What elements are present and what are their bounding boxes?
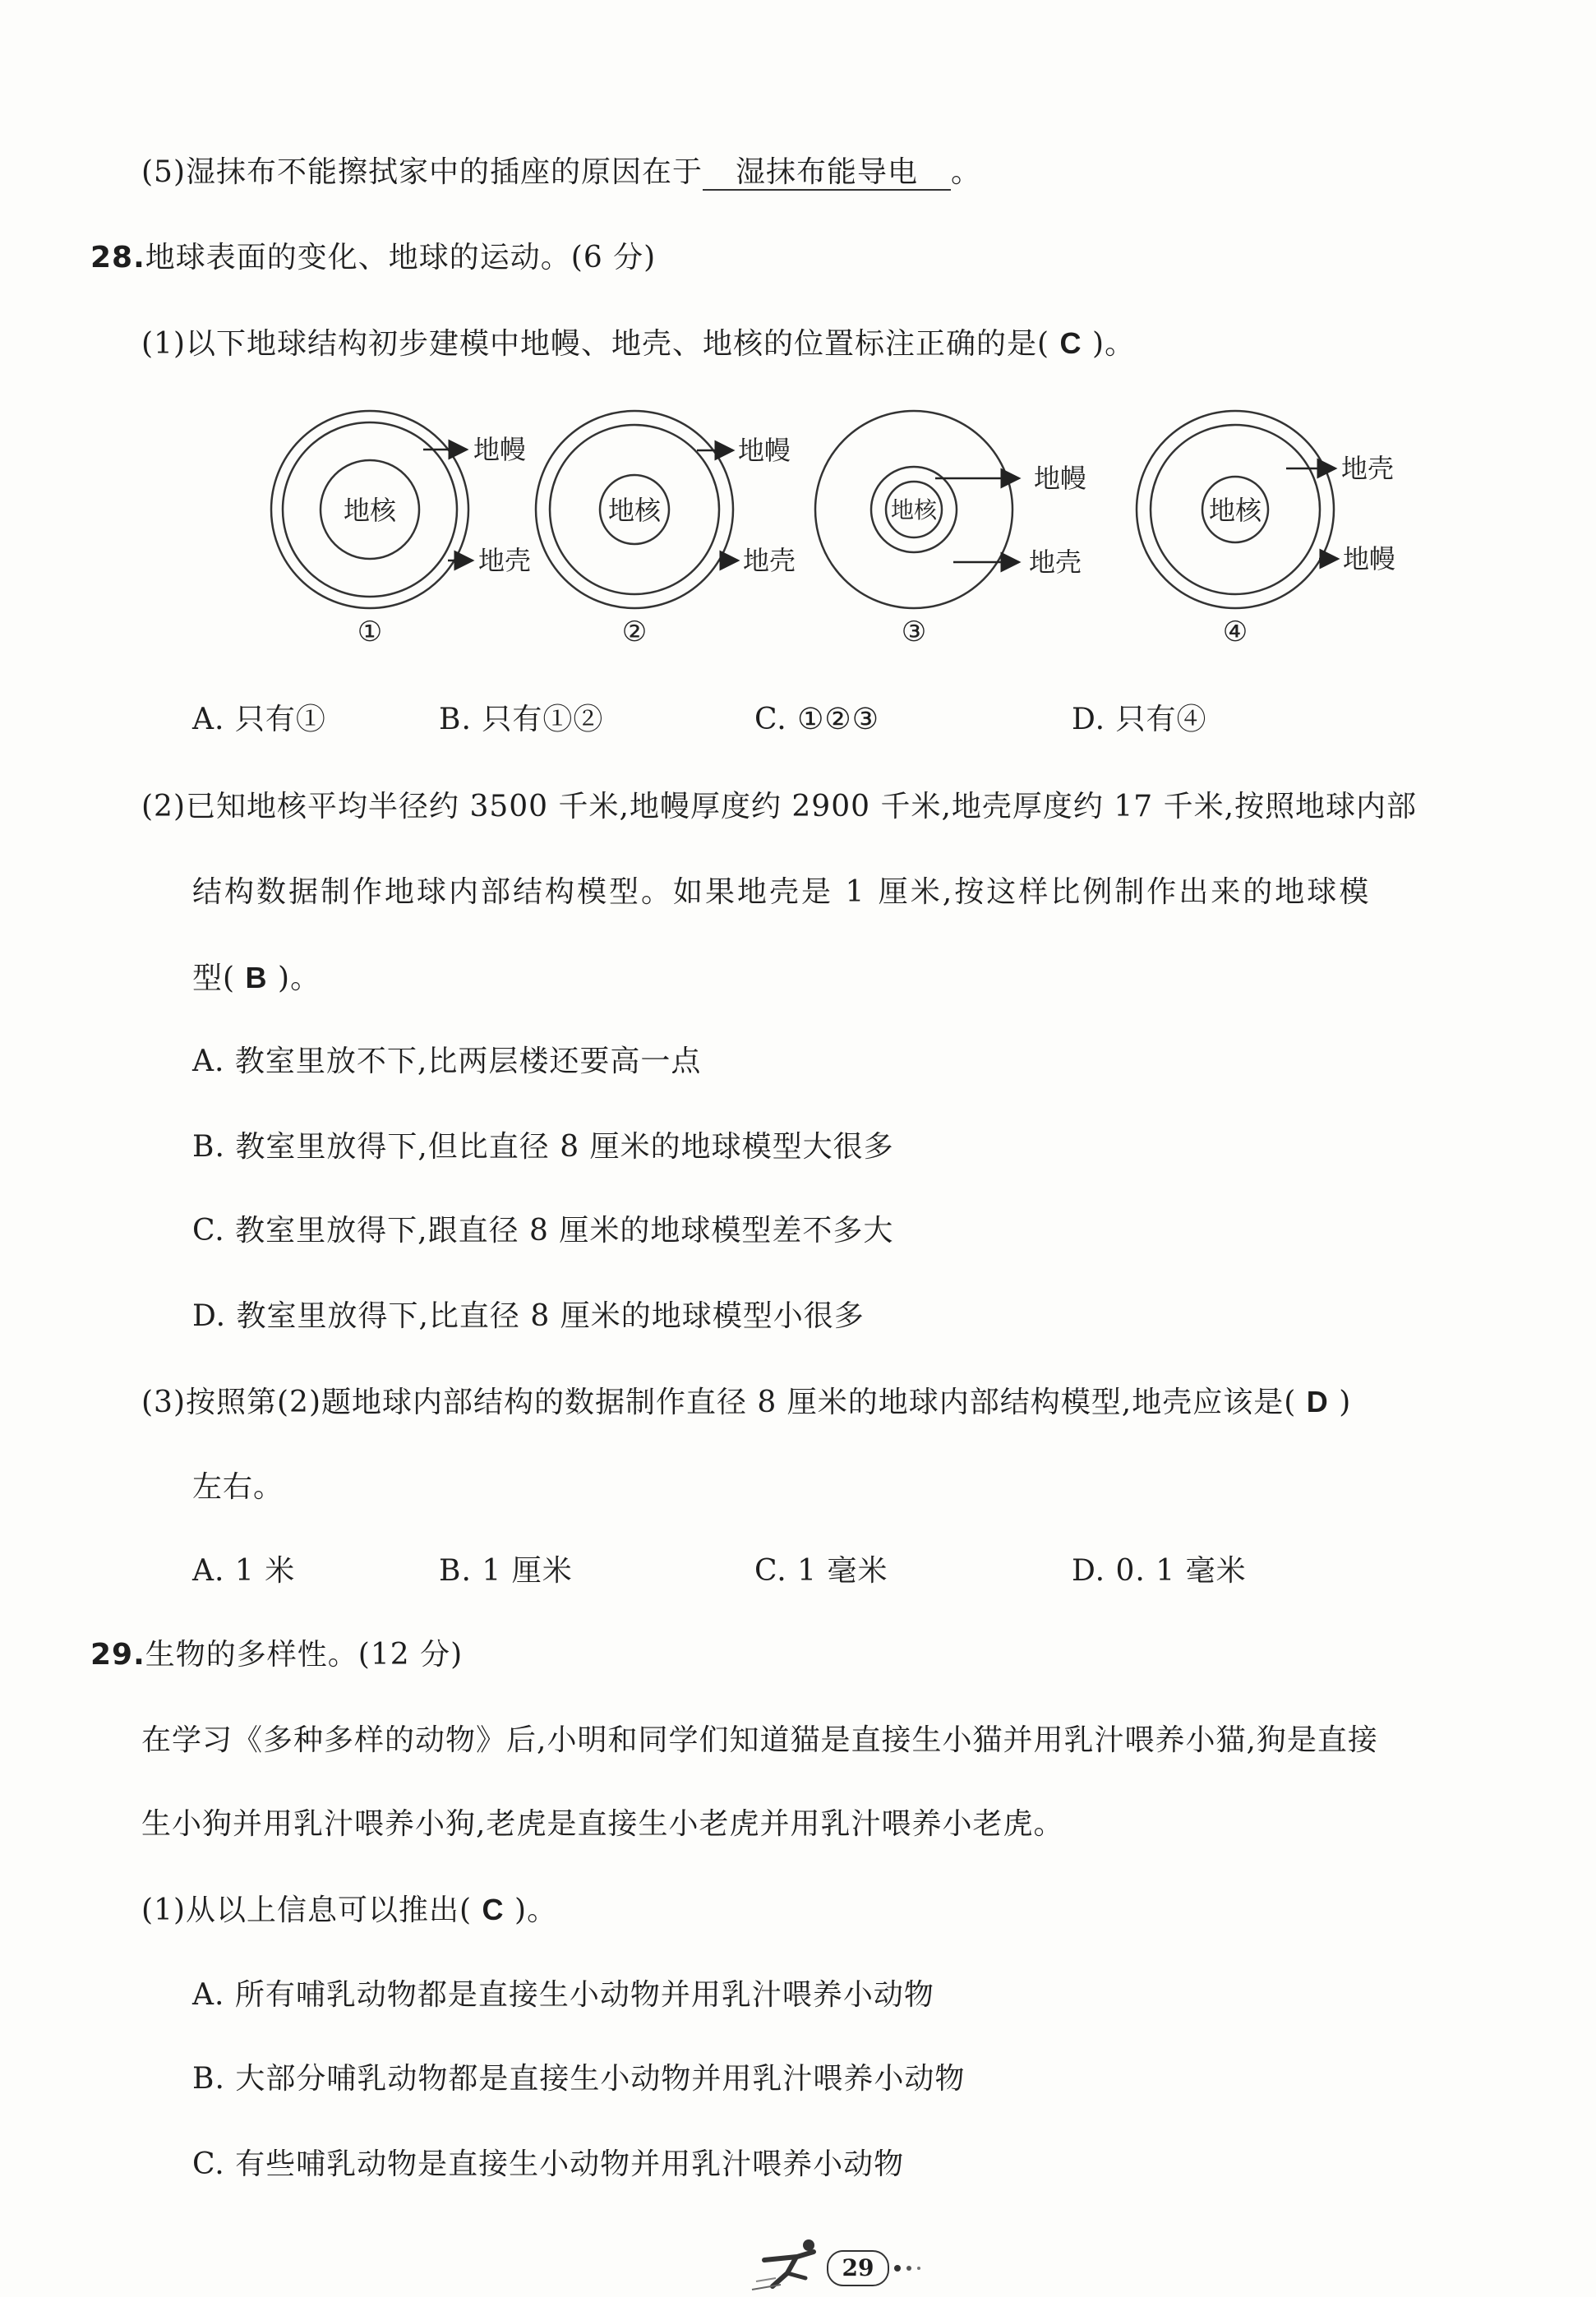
q28-part2-line3 — [192, 958, 321, 999]
q29-part1-option-c: C. 有些哺乳动物是直接生小动物并用乳汁喂养小动物 — [192, 2147, 905, 2181]
diagram-1-core-label: 地核 — [343, 495, 397, 526]
diagram-1-bottom-label: 地壳 — [478, 545, 532, 576]
diagram-2-top-label: 地幔 — [738, 435, 791, 466]
q28-part2-text: 型( — [192, 962, 236, 995]
q28-part3-line1 — [141, 1382, 1351, 1423]
q28-part3-text-end: ) — [1339, 1386, 1352, 1419]
q28-part1-text-end: )。 — [1092, 327, 1136, 361]
q27-part5-line — [141, 153, 981, 192]
diagram-2 — [536, 411, 796, 648]
diagram-3 — [815, 411, 1086, 648]
diagram-4 — [1137, 411, 1395, 648]
q28-part2-line1: (2)已知地核平均半径约 3500 千米,地幔厚度约 2900 千米,地壳厚度约 17 千米,按照地球内部 — [141, 790, 1418, 823]
diagram-3-top-label: 地幔 — [1034, 463, 1087, 494]
earth-structure-diagrams — [247, 394, 1438, 674]
q28-part2-answer: B — [245, 961, 268, 994]
diagram-1 — [271, 411, 531, 648]
running-figure-icon — [748, 2235, 830, 2295]
q29-part1-question — [141, 1890, 557, 1930]
q28-part3-option-d: D. 0. 1 毫米 — [1072, 1554, 1247, 1588]
q27-part5-text: (5)湿抹布不能擦拭家中的插座的原因在于 — [141, 155, 703, 189]
diagram-3-core-label: 地核 — [890, 496, 938, 524]
q29-part1-option-a: A. 所有哺乳动物都是直接生小动物并用乳汁喂养小动物 — [192, 1978, 934, 2012]
q28-part3-option-a: A. 1 米 — [192, 1554, 296, 1588]
q28-part1-answer: C — [1059, 326, 1082, 360]
q28-part3-option-c: C. 1 毫米 — [754, 1554, 888, 1588]
q28-part2-line2: 结构数据制作地球内部结构模型。如果地壳是 1 厘米,按这样比例制作出来的地球模 — [192, 875, 1372, 909]
q28-part3-line2: 左右。 — [192, 1470, 284, 1504]
diagram-1-top-label: 地幔 — [473, 434, 527, 465]
q29-heading — [90, 1635, 463, 1675]
q28-part2-option-a: A. 教室里放不下,比两层楼还要高一点 — [192, 1045, 702, 1078]
q28-number: 28. — [90, 241, 145, 274]
q28-part3-text: (3)按照第(2)题地球内部结构的数据制作直径 8 厘米的地球内部结构模型,地壳应该是( — [141, 1386, 1297, 1419]
q28-part1-option-c: C. ①②③ — [754, 703, 879, 736]
diagram-4-number: ④ — [1222, 616, 1248, 648]
q29-part1-answer: C — [482, 1893, 505, 1926]
diagram-4-core-label: 地核 — [1208, 495, 1262, 526]
diagram-4-top-label: 地壳 — [1341, 453, 1395, 484]
diagram-3-bottom-label: 地壳 — [1029, 547, 1082, 578]
q28-part1-option-b: B. 只有①② — [439, 703, 604, 736]
diagram-1-number: ① — [357, 616, 383, 648]
q27-part5-answer: 湿抹布能导电 — [703, 156, 951, 191]
q27-part5-end: 。 — [951, 155, 982, 189]
q28-part3-option-b: B. 1 厘米 — [439, 1554, 573, 1588]
diagram-2-core-label: 地核 — [607, 495, 662, 526]
diagram-2-number: ② — [621, 616, 648, 648]
footer-dots-icon — [893, 2262, 925, 2275]
q29-part1-text: (1)从以上信息可以推出( — [141, 1893, 473, 1927]
q29-part1-text-end: )。 — [514, 1893, 558, 1927]
diagram-3-number: ③ — [901, 616, 927, 648]
q28-part2-option-b: B. 教室里放得下,但比直径 8 厘米的地球模型大很多 — [192, 1130, 894, 1164]
diagram-4-bottom-label: 地幔 — [1343, 543, 1396, 574]
q28-part1-question — [141, 324, 1135, 364]
page-number: 29 — [827, 2250, 889, 2286]
q28-part3-answer: D — [1306, 1385, 1329, 1418]
q28-part2-text-end: )。 — [278, 962, 321, 995]
q28-part1-option-d: D. 只有④ — [1072, 703, 1207, 736]
q28-heading — [90, 238, 656, 278]
q28-part1-option-a: A. 只有① — [192, 703, 326, 736]
q28-part2-option-d: D. 教室里放得下,比直径 8 厘米的地球模型小很多 — [192, 1299, 865, 1333]
q29-part1-option-b: B. 大部分哺乳动物都是直接生小动物并用乳汁喂养小动物 — [192, 2062, 966, 2096]
q28-part2-option-c: C. 教室里放得下,跟直径 8 厘米的地球模型差不多大 — [192, 1214, 894, 1248]
q28-part1-text: (1)以下地球结构初步建模中地幔、地壳、地核的位置标注正确的是( — [141, 327, 1050, 361]
diagram-2-bottom-label: 地壳 — [743, 545, 796, 576]
q29-intro-line1: 在学习《多种多样的动物》后,小明和同学们知道猫是直接生小猫并用乳汁喂养小猫,狗是直接 — [141, 1723, 1378, 1757]
q28-title: 地球表面的变化、地球的运动。(6 分) — [145, 241, 657, 274]
q29-intro-line2: 生小狗并用乳汁喂养小狗,老虎是直接生小老虎并用乳汁喂养小老虎。 — [141, 1807, 1064, 1841]
q29-number: 29. — [90, 1638, 145, 1672]
q29-title: 生物的多样性。(12 分) — [145, 1638, 464, 1672]
